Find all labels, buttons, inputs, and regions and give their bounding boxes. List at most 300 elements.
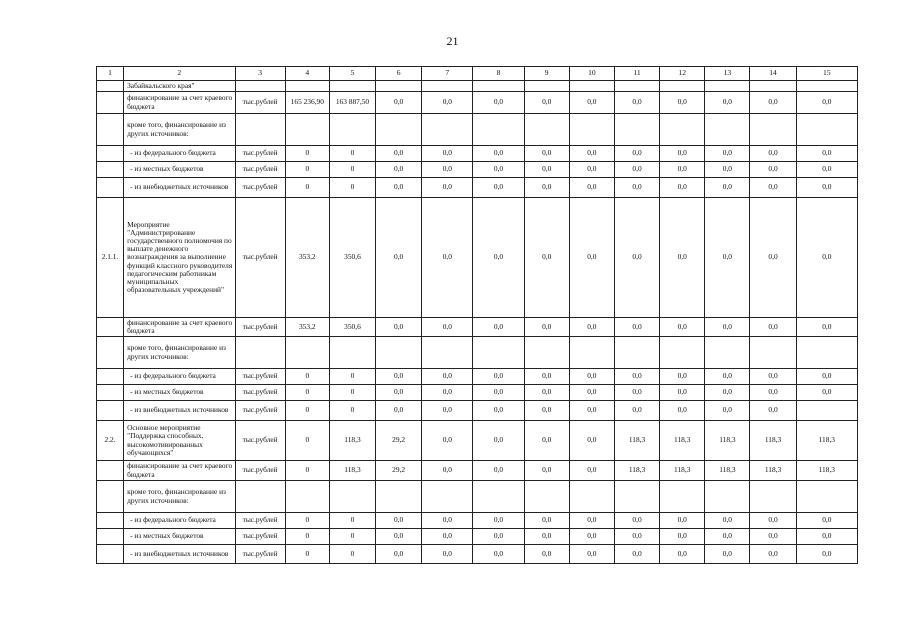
unit-cell: тыс.рублей [235,178,285,198]
value-cell: 0,0 [422,318,473,337]
budget-table [96,66,858,564]
value-cell [524,481,569,513]
value-cell: 0,0 [524,513,569,529]
value-cell: 0 [329,401,375,421]
value-cell: 0,0 [524,529,569,545]
value-cell: 0,0 [705,369,750,385]
value-cell [796,481,857,513]
value-cell: 0,0 [796,198,857,318]
value-cell: 165 236,90 [285,92,329,114]
value-cell [705,481,750,513]
value-cell [614,81,659,92]
value-cell: 0,0 [796,178,857,198]
item-name-cell: Забайкальского края" [124,81,235,92]
value-cell [569,114,614,146]
item-name-cell: кроме того, финансирование из других источников: [124,114,235,146]
unit-cell [235,114,285,146]
value-cell [473,337,524,369]
value-cell: 0 [329,146,375,162]
value-cell [614,114,659,146]
value-cell: 118,3 [614,421,659,461]
value-cell: 0,0 [422,162,473,178]
value-cell [660,481,705,513]
value-cell [796,81,857,92]
table-row [97,513,858,529]
item-name-cell: кроме того, финансирование из других источников: [124,337,235,369]
value-cell: 0,0 [422,461,473,481]
value-cell: 0,0 [473,513,524,529]
value-cell: 0,0 [705,529,750,545]
value-cell: 0,0 [660,529,705,545]
value-cell: 0,0 [705,162,750,178]
value-cell [660,337,705,369]
value-cell: 0,0 [524,401,569,421]
value-cell: 0,0 [796,92,857,114]
value-cell [524,81,569,92]
value-cell: 0,0 [422,146,473,162]
unit-cell: тыс.рублей [235,461,285,481]
value-cell: 0,0 [422,178,473,198]
value-cell: 0,0 [569,401,614,421]
item-name-cell: - из внебюджетных источников [124,401,235,421]
value-cell: 0 [329,513,375,529]
value-cell: 0 [285,162,329,178]
value-cell: 0,0 [705,545,750,564]
value-cell: 0,0 [796,318,857,337]
value-cell: 0,0 [796,513,857,529]
header-cell: 5 [329,67,375,81]
value-cell: 0 [285,146,329,162]
row-number-cell: 2.2. [97,421,124,461]
value-cell: 350,6 [329,198,375,318]
header-row [97,67,858,81]
value-cell: 118,3 [796,461,857,481]
value-cell: 0,0 [750,178,796,198]
value-cell: 0,0 [473,401,524,421]
value-cell [422,81,473,92]
row-number-cell [97,114,124,146]
value-cell: 0,0 [660,545,705,564]
value-cell: 0,0 [569,421,614,461]
value-cell [705,337,750,369]
row-number-cell [97,337,124,369]
value-cell: 0,0 [796,385,857,401]
value-cell: 0,0 [524,146,569,162]
unit-cell: тыс.рублей [235,369,285,385]
header-cell: 15 [796,67,857,81]
value-cell: 118,3 [705,421,750,461]
value-cell: 118,3 [796,421,857,461]
value-cell: 0,0 [569,385,614,401]
value-cell: 0,0 [796,529,857,545]
value-cell: 0,0 [796,369,857,385]
value-cell: 0,0 [473,162,524,178]
value-cell: 0,0 [660,318,705,337]
value-cell: 118,3 [660,421,705,461]
value-cell: 0,0 [750,545,796,564]
value-cell: 163 887,50 [329,92,375,114]
unit-cell [235,337,285,369]
value-cell [376,81,422,92]
value-cell: 0,0 [473,198,524,318]
value-cell: 118,3 [750,421,796,461]
table-row [97,401,858,421]
unit-cell: тыс.рублей [235,318,285,337]
value-cell: 0,0 [422,545,473,564]
table-row [97,178,858,198]
header-cell: 9 [524,67,569,81]
value-cell [473,114,524,146]
value-cell: 353,2 [285,318,329,337]
row-number-cell [97,162,124,178]
table-row [97,529,858,545]
value-cell: 0,0 [796,545,857,564]
value-cell: 0,0 [569,92,614,114]
value-cell: 0,0 [524,178,569,198]
value-cell: 0 [329,545,375,564]
unit-cell: тыс.рублей [235,198,285,318]
value-cell [329,114,375,146]
header-cell: 6 [376,67,422,81]
value-cell: 0,0 [750,162,796,178]
table-row [97,92,858,114]
value-cell: 0 [285,529,329,545]
value-cell: 0,0 [705,146,750,162]
row-number-cell [97,461,124,481]
value-cell: 0,0 [660,162,705,178]
value-cell: 0,0 [524,318,569,337]
page-number: 21 [446,34,459,48]
value-cell: 0,0 [524,369,569,385]
value-cell: 0,0 [473,421,524,461]
value-cell [285,481,329,513]
item-name-cell: - из местных бюджетов [124,162,235,178]
value-cell [569,337,614,369]
value-cell: 0 [285,178,329,198]
value-cell [376,337,422,369]
item-name-cell: - из федерального бюджета [124,146,235,162]
value-cell: 118,3 [705,461,750,481]
value-cell: 0,0 [422,513,473,529]
value-cell: 0,0 [473,545,524,564]
value-cell: 0,0 [473,529,524,545]
value-cell [705,81,750,92]
item-name-cell: финансирование за счет краевого бюджета [124,92,235,114]
unit-cell: тыс.рублей [235,513,285,529]
value-cell [329,337,375,369]
value-cell: 29,2 [376,421,422,461]
value-cell [569,481,614,513]
value-cell [750,481,796,513]
value-cell: 0 [329,385,375,401]
row-number-cell [97,529,124,545]
value-cell: 0,0 [614,545,659,564]
value-cell [796,401,857,421]
value-cell: 0,0 [569,513,614,529]
value-cell: 350,6 [329,318,375,337]
row-number-cell [97,146,124,162]
value-cell: 0,0 [750,513,796,529]
header-cell: 1 [97,67,124,81]
value-cell: 118,3 [329,421,375,461]
value-cell: 0,0 [524,92,569,114]
unit-cell: тыс.рублей [235,401,285,421]
value-cell: 0,0 [524,385,569,401]
value-cell: 0,0 [473,369,524,385]
row-number-cell [97,92,124,114]
value-cell: 0,0 [376,545,422,564]
table-row [97,146,858,162]
header-cell: 10 [569,67,614,81]
value-cell: 0,0 [569,461,614,481]
value-cell: 0,0 [705,198,750,318]
value-cell [422,337,473,369]
value-cell [750,337,796,369]
value-cell: 118,3 [614,461,659,481]
item-name-cell: - из местных бюджетов [124,529,235,545]
unit-cell: тыс.рублей [235,385,285,401]
value-cell [473,81,524,92]
value-cell: 0,0 [422,529,473,545]
value-cell: 0,0 [376,198,422,318]
row-number-cell: 2.1.1. [97,198,124,318]
unit-cell: тыс.рублей [235,162,285,178]
item-name-cell: Мероприятие "Администрирование государственного полномочия по выплате денежного вознаграждения за выполнение функций классного руководителя педагогическим работникам муниципальных образовательных учреждений" [124,198,235,318]
value-cell: 0 [329,162,375,178]
value-cell [422,481,473,513]
value-cell: 0,0 [524,545,569,564]
value-cell: 0,0 [750,92,796,114]
header-cell: 3 [235,67,285,81]
value-cell [796,114,857,146]
unit-cell [235,81,285,92]
row-number-cell [97,545,124,564]
value-cell: 0,0 [473,461,524,481]
value-cell: 29,2 [376,461,422,481]
value-cell: 0,0 [705,92,750,114]
table-row [97,114,858,146]
value-cell [285,337,329,369]
value-cell: 0,0 [614,92,659,114]
item-name-cell: - из федерального бюджета [124,369,235,385]
value-cell [660,114,705,146]
item-name-cell: кроме того, финансирование из других источников: [124,481,235,513]
value-cell: 0,0 [376,529,422,545]
header-cell: 8 [473,67,524,81]
item-name-cell: Основное мероприятие "Поддержка способных, высокомотивированных обучающихся" [124,421,235,461]
value-cell: 0,0 [750,385,796,401]
value-cell: 0,0 [614,146,659,162]
value-cell: 118,3 [750,461,796,481]
value-cell: 0,0 [524,421,569,461]
value-cell: 0,0 [750,401,796,421]
value-cell: 0,0 [376,369,422,385]
header-cell: 14 [750,67,796,81]
value-cell: 0,0 [705,513,750,529]
value-cell [614,337,659,369]
value-cell: 0,0 [705,178,750,198]
value-cell: 0,0 [614,369,659,385]
row-number-cell [97,481,124,513]
value-cell: 0,0 [569,318,614,337]
row-number-cell [97,318,124,337]
row-number-cell [97,81,124,92]
value-cell [285,81,329,92]
value-cell: 0,0 [569,162,614,178]
row-number-cell [97,385,124,401]
value-cell: 0,0 [473,318,524,337]
value-cell: 0,0 [473,92,524,114]
value-cell: 0,0 [376,178,422,198]
value-cell: 0,0 [422,369,473,385]
table-row [97,81,858,92]
value-cell: 0,0 [569,369,614,385]
value-cell: 0,0 [422,198,473,318]
unit-cell [235,481,285,513]
value-cell: 0,0 [660,385,705,401]
value-cell [569,81,614,92]
value-cell: 118,3 [660,461,705,481]
header-cell: 12 [660,67,705,81]
table-row [97,337,858,369]
table-row [97,198,858,318]
value-cell: 0,0 [473,178,524,198]
value-cell: 0,0 [422,385,473,401]
item-name-cell: - из федерального бюджета [124,513,235,529]
value-cell: 0,0 [660,146,705,162]
value-cell: 0,0 [376,318,422,337]
value-cell: 0,0 [569,545,614,564]
value-cell: 0,0 [614,529,659,545]
item-name-cell: финансирование за счет краевого бюджета [124,461,235,481]
value-cell: 0,0 [422,92,473,114]
value-cell [660,81,705,92]
table-row [97,545,858,564]
header-cell: 11 [614,67,659,81]
value-cell: 0,0 [376,92,422,114]
row-number-cell [97,513,124,529]
value-cell: 0,0 [614,401,659,421]
value-cell [422,114,473,146]
value-cell [376,114,422,146]
value-cell: 0,0 [524,162,569,178]
value-cell: 0 [285,369,329,385]
header-cell: 2 [124,67,235,81]
value-cell: 0,0 [660,92,705,114]
unit-cell: тыс.рублей [235,545,285,564]
table-row [97,385,858,401]
value-cell: 0 [285,401,329,421]
value-cell: 0,0 [422,421,473,461]
unit-cell: тыс.рублей [235,92,285,114]
value-cell: 0,0 [660,401,705,421]
item-name-cell: - из местных бюджетов [124,385,235,401]
value-cell: 0,0 [660,198,705,318]
value-cell: 0 [285,421,329,461]
value-cell: 0,0 [660,513,705,529]
table-row [97,421,858,461]
value-cell [524,337,569,369]
value-cell: 0,0 [705,401,750,421]
value-cell [705,114,750,146]
value-cell: 0,0 [376,146,422,162]
value-cell: 0 [329,369,375,385]
value-cell [285,114,329,146]
value-cell [376,481,422,513]
row-number-cell [97,369,124,385]
value-cell [524,114,569,146]
value-cell: 0,0 [614,513,659,529]
value-cell: 0,0 [750,369,796,385]
value-cell: 0 [285,461,329,481]
value-cell: 0 [285,385,329,401]
header-cell: 7 [422,67,473,81]
value-cell: 0,0 [376,513,422,529]
value-cell: 0,0 [422,401,473,421]
header-cell: 13 [705,67,750,81]
value-cell: 353,2 [285,198,329,318]
value-cell: 0,0 [660,178,705,198]
value-cell: 0,0 [376,385,422,401]
value-cell: 0,0 [614,162,659,178]
value-cell: 0,0 [614,385,659,401]
unit-cell: тыс.рублей [235,146,285,162]
table-row [97,318,858,337]
table-row [97,481,858,513]
value-cell [473,481,524,513]
value-cell: 0,0 [473,385,524,401]
unit-cell: тыс.рублей [235,529,285,545]
value-cell: 0,0 [705,385,750,401]
value-cell: 0 [329,529,375,545]
value-cell: 0,0 [569,146,614,162]
table-row [97,461,858,481]
value-cell: 0,0 [614,178,659,198]
value-cell: 118,3 [329,461,375,481]
value-cell: 0,0 [376,401,422,421]
value-cell [750,81,796,92]
value-cell: 0 [285,513,329,529]
value-cell: 0,0 [750,529,796,545]
value-cell: 0,0 [750,146,796,162]
table-row [97,162,858,178]
item-name-cell: финансирование за счет краевого бюджета [124,318,235,337]
value-cell [329,81,375,92]
row-number-cell [97,401,124,421]
value-cell: 0,0 [569,198,614,318]
table-row [97,369,858,385]
value-cell [329,481,375,513]
value-cell: 0 [285,545,329,564]
value-cell: 0 [329,178,375,198]
unit-cell: тыс.рублей [235,421,285,461]
value-cell: 0,0 [524,198,569,318]
row-number-cell [97,178,124,198]
value-cell [614,481,659,513]
value-cell: 0,0 [614,198,659,318]
value-cell: 0,0 [569,529,614,545]
value-cell: 0,0 [750,198,796,318]
header-cell: 4 [285,67,329,81]
value-cell: 0,0 [569,178,614,198]
value-cell: 0,0 [750,318,796,337]
item-name-cell: - из внебюджетных источников [124,545,235,564]
value-cell: 0,0 [524,461,569,481]
value-cell [750,114,796,146]
value-cell: 0,0 [660,369,705,385]
value-cell: 0,0 [796,162,857,178]
value-cell: 0,0 [473,146,524,162]
